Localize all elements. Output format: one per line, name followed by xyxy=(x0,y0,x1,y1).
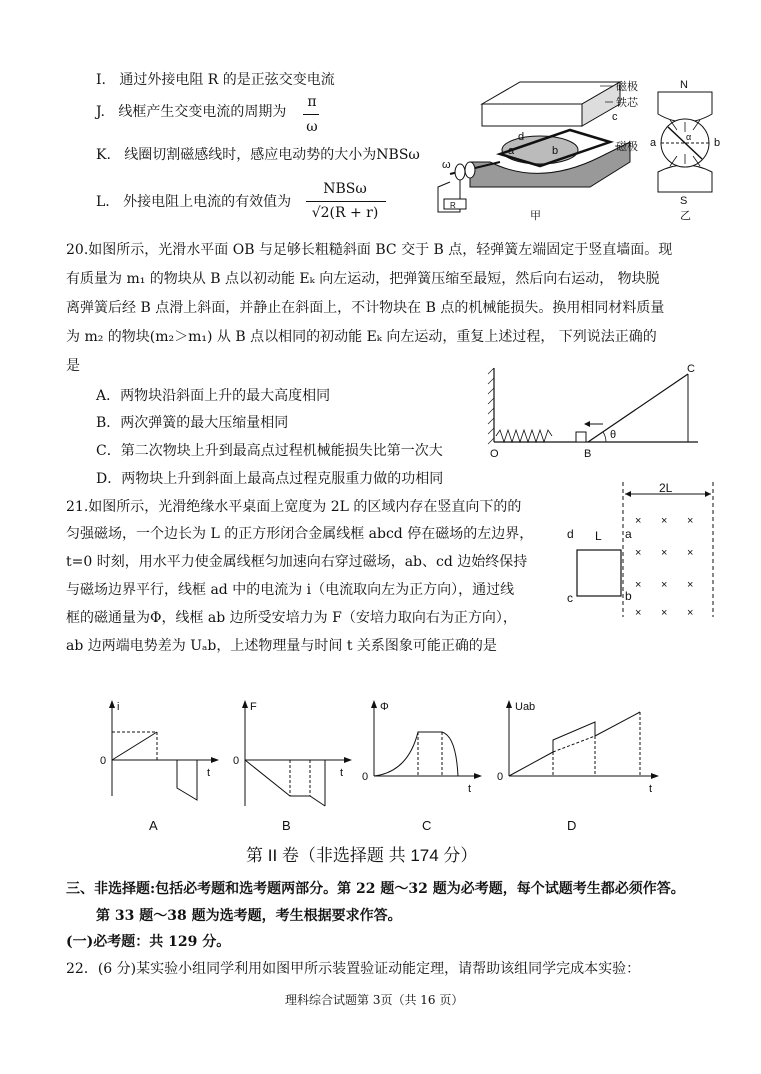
option-j: J. 线框产生交变电流的周期为 xyxy=(96,104,287,120)
fraction-rms-num: NBSω xyxy=(323,181,367,197)
label-b-yi: b xyxy=(714,137,721,149)
axis-x-t: t xyxy=(468,783,472,795)
svg-text:×: × xyxy=(687,579,694,591)
q20-option-b: B．两次弹簧的最大压缩量相同 xyxy=(96,415,289,431)
svg-text:×: × xyxy=(661,579,668,591)
svg-text:×: × xyxy=(687,607,694,619)
q21-line-5: 框的磁通量为Φ，线框 ab 边所受安培力为 F（安培力取向右为正方向）， xyxy=(66,610,517,626)
origin-zero: 0 xyxy=(100,755,107,767)
label-a: a xyxy=(625,527,632,541)
label-alpha: α xyxy=(686,132,692,142)
q20-option-c: C．第二次物块上升到最高点过程机械能损失比第一次大 xyxy=(96,443,443,459)
north-pole xyxy=(658,92,712,122)
svg-text:×: × xyxy=(661,547,668,559)
label-c: c xyxy=(567,591,573,605)
caption-d: D xyxy=(567,818,577,833)
q20-option-a: A．两物块沿斜面上升的最大高度相同 xyxy=(96,388,331,404)
svg-text:×: × xyxy=(635,547,642,559)
svg-text:×: × xyxy=(635,515,642,527)
label-l: L xyxy=(595,529,602,543)
option-i: I. 通过外接电阻 R 的是正弦交变电流 xyxy=(96,72,335,88)
label-c: C xyxy=(687,363,695,375)
part2-title: 第 II 卷（非选择题 共 174 分） xyxy=(246,846,478,865)
label-a: a xyxy=(508,145,515,157)
svg-text:×: × xyxy=(661,515,668,527)
block xyxy=(576,432,586,442)
section3-line-1: 三、非选择题:包括必考题和选考题两部分。第 22 题～32 题为必考题，每个试题考生都必须作答。 xyxy=(66,881,685,897)
q20-line-1: 20.如图所示，光滑水平面 OB 与足够长粗糙斜面 BC 交于 B 点，轻弹簧左端固定于竖直墙面。现 xyxy=(66,242,673,258)
axis-x-t: t xyxy=(649,783,653,795)
fraction-bar xyxy=(303,114,319,115)
required-header: (一)必考题：共 129 分。 xyxy=(66,934,231,950)
upper-magnet-front xyxy=(482,104,582,126)
label-theta: θ xyxy=(610,429,617,441)
svg-text:×: × xyxy=(635,579,642,591)
axis-y-phi: Φ xyxy=(380,701,389,713)
label-b: b xyxy=(552,145,559,157)
graph-b xyxy=(228,696,358,836)
caption-a: A xyxy=(149,818,158,833)
axis-x-t: t xyxy=(207,767,211,779)
graph-a xyxy=(95,696,225,836)
q20-line-4: 为 m₂ 的物块(m₂＞m₁) 从 B 点以相同的初动能 Eₖ 向左运动，重复上述过程， 下列说法正确的 xyxy=(66,329,657,345)
graph-c xyxy=(360,696,490,836)
label-r: R xyxy=(450,201,456,210)
magnetic-field-figure xyxy=(565,482,725,622)
label-b: B xyxy=(584,448,592,460)
q21-line-3: t=0 时刻，用水平力使金属线框匀加速向右穿过磁场，ab、cd 边始终保持 xyxy=(66,554,528,570)
axis-y-i: i xyxy=(117,701,120,713)
label-n: N xyxy=(680,79,688,91)
q21-line-6: ab 边两端电势差为 Uₐb，上述物理量与时间 t 关系图象可能正确的是 xyxy=(66,638,497,654)
south-pole xyxy=(658,165,712,192)
q21-line-1: 21.如图所示，光滑绝缘水平桌面上宽度为 2L 的区域内存在竖直向下的的 xyxy=(66,499,522,515)
incline-figure xyxy=(488,364,708,464)
caption-yi: 乙 xyxy=(680,210,691,222)
svg-text:×: × xyxy=(687,547,694,559)
fraction-pi-over-omega-den: ω xyxy=(306,119,318,135)
section3-line-2: 第 33 题～38 题为选考题，考生根据要求作答。 xyxy=(96,908,402,924)
fraction-bar xyxy=(306,201,386,202)
origin-zero: 0 xyxy=(497,771,504,783)
q20-option-d: D．两物块上升到斜面上最高点过程克服重力做的功相同 xyxy=(96,471,444,487)
fraction-rms-den: √2(R + r) xyxy=(311,205,379,221)
incline xyxy=(588,374,688,442)
q21-line-2: 匀强磁场，一个边长为 L 的正方形闭合金属线框 abcd 停在磁场的左边界， xyxy=(66,526,534,542)
label-o: O xyxy=(490,448,499,460)
field-crosses xyxy=(635,515,693,619)
label-s: S xyxy=(680,195,688,207)
svg-text:×: × xyxy=(661,607,668,619)
axis-x-t: t xyxy=(340,767,344,779)
q22-line: 22．(6 分)某实验小组同学利用如图甲所示装置验证动能定理，请帮助该组同学完成本实验： xyxy=(66,961,641,977)
caption-c: C xyxy=(422,818,432,833)
graph-d xyxy=(495,696,665,836)
option-k: K. 线圈切割磁感线时，感应电动势的大小为NBSω xyxy=(96,147,420,163)
axis-y-uab: Uab xyxy=(515,701,536,713)
label-b: b xyxy=(625,589,632,603)
q20-line-2: 有质量为 m₁ 的物块从 B 点以初动能 Eₖ 向左运动，把弹簧压缩至最短，然后向右运动， 物块脱 xyxy=(66,271,660,287)
axis-y-f: F xyxy=(250,701,257,713)
label-c: c xyxy=(612,111,618,123)
origin-zero: 0 xyxy=(362,771,369,783)
origin-zero: 0 xyxy=(233,755,240,767)
label-a-yi: a xyxy=(650,137,657,149)
label-d: d xyxy=(518,131,525,143)
page-footer: 理科综合试题第 3页（共 16 页） xyxy=(285,993,464,1007)
fraction-pi-over-omega-num: π xyxy=(307,94,317,110)
label-omega: ω xyxy=(442,159,451,171)
caption-jia: 甲 xyxy=(530,210,541,222)
q21-line-4: 与磁场边界平行，线框 ad 中的电流为 i（电流取向左为正方向），通过线 xyxy=(66,582,515,598)
label-magnet-pole-top: 磁极 xyxy=(616,81,638,93)
svg-text:×: × xyxy=(687,515,694,527)
caption-b: B xyxy=(282,818,291,833)
label-d: d xyxy=(567,527,574,541)
generator-figure xyxy=(430,62,760,227)
option-l: L. 外接电阻上电流的有效值为 xyxy=(96,194,292,210)
q20-line-3: 离弹簧后经 B 点滑上斜面，并静止在斜面上，不计物块在 B 点的机械能损失。换用相同材料质量 xyxy=(66,300,665,316)
label-iron-core: 铁芯 xyxy=(616,97,638,109)
q20-line-5: 是 xyxy=(66,358,80,374)
label-2l: 2L xyxy=(659,481,673,495)
metal-frame xyxy=(577,550,621,596)
spring xyxy=(496,430,552,442)
svg-text:×: × xyxy=(635,607,642,619)
label-magnet-pole-bottom: 磁极 xyxy=(616,141,638,153)
